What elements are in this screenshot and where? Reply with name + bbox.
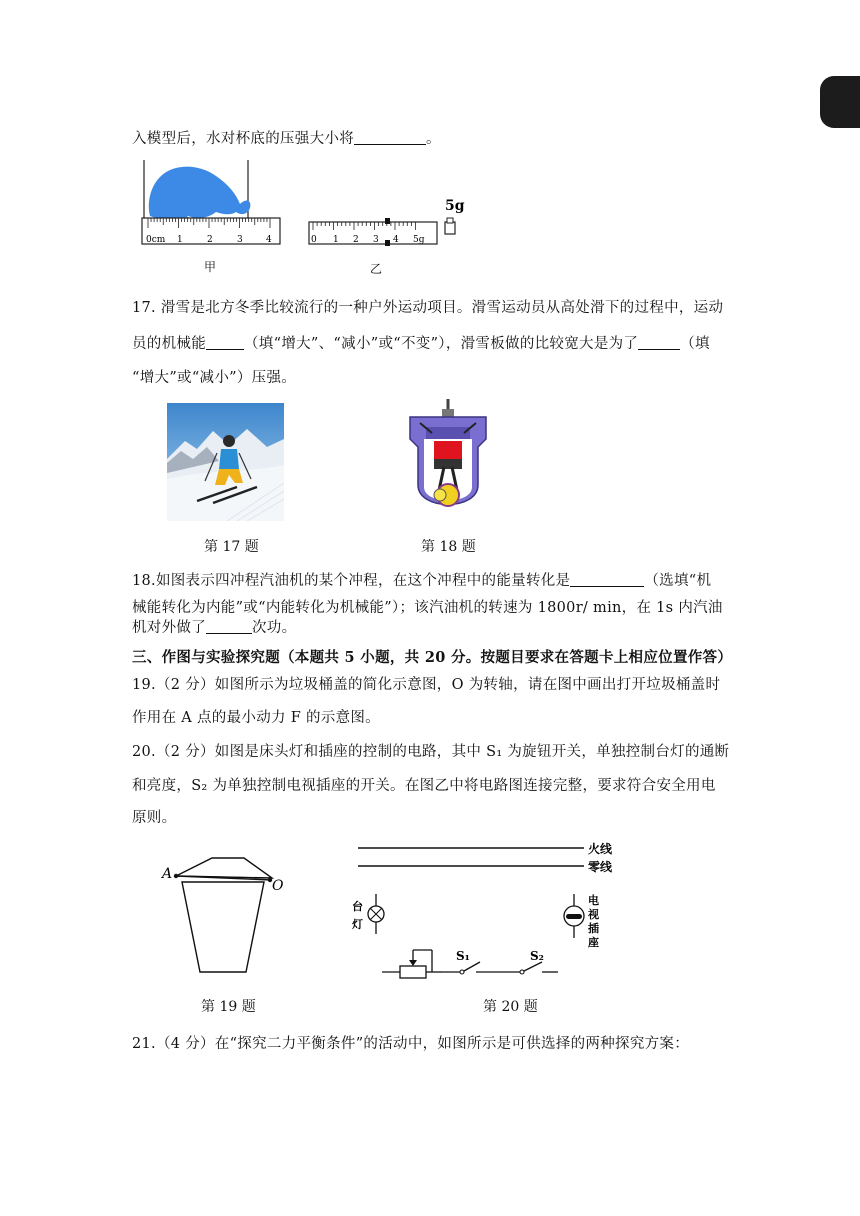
weight-label: 5g — [445, 198, 465, 214]
q16-text-line — [132, 127, 441, 148]
skier-photo — [167, 403, 284, 521]
ruler-tick-0: 0cm — [146, 235, 166, 245]
circuit-diagram — [352, 838, 622, 984]
ruler-tick-1: 1 — [177, 235, 183, 245]
scale-tick-0: 0 — [311, 235, 317, 245]
q16-answer-blank — [354, 130, 426, 146]
lamp-label-1: 台 — [352, 900, 363, 913]
ruler-tick-2: 2 — [207, 235, 213, 245]
q17-text-b: （填“增大”、“减小”或“不变”），滑雪板做的比较宽大是为了 — [244, 336, 639, 352]
scale-tick-4: 4 — [393, 235, 399, 245]
q16-text: 入模型后，水对杯底的压强大小将 — [132, 131, 354, 147]
section-heading: 三、作图与实验探究题（本题共 5 小题，共 20 分。按题目要求在答题卡上相应位置作答） — [132, 649, 733, 666]
q20-line-3: 原则。 — [132, 810, 177, 826]
q19-line-2: 作用在 A 点的最小动力 F 的示意图。 — [132, 710, 380, 726]
socket-label-3: 插 — [588, 922, 599, 935]
q18-caption: 第 18 题 — [421, 539, 476, 555]
q19-caption: 第 19 题 — [201, 999, 256, 1015]
live-wire-label: 火线 — [588, 842, 613, 856]
s2-label: S₂ — [530, 949, 544, 963]
figure-yi-label: 乙 — [370, 262, 383, 276]
socket-label-2: 视 — [588, 908, 599, 921]
engine-cylinder-diagram — [404, 399, 492, 525]
q20-caption: 第 20 题 — [483, 999, 538, 1015]
q17-caption: 第 17 题 — [204, 539, 259, 555]
q18-blank-1 — [570, 572, 644, 588]
q17-text-c: （填 — [680, 336, 710, 352]
figure-yi-balance-scale — [305, 192, 470, 252]
q17-line-1: 17. 滑雪是北方冬季比较流行的一种户外运动项目。滑雪运动员从高处滑下的过程中，运动 — [132, 300, 724, 316]
q17-blank-2 — [638, 335, 680, 351]
scale-tick-2: 2 — [353, 235, 359, 245]
scale-tick-3: 3 — [373, 235, 379, 245]
ruler-tick-3: 3 — [237, 235, 243, 245]
q18-text-b: （选填“机 — [644, 573, 712, 589]
q17-blank-1 — [206, 335, 244, 351]
q20-line-1: 20.（2 分）如图是床头灯和插座的控制的电路，其中 S₁ 为旋钮开关，单独控制台灯的通断 — [132, 744, 730, 760]
q17-line-2 — [132, 332, 710, 353]
figure-jia-label: 甲 — [204, 260, 217, 274]
ruler-tick-4: 4 — [266, 235, 272, 245]
point-a-label: A — [162, 866, 173, 882]
q19-line-1: 19.（2 分）如图所示为垃圾桶盖的简化示意图，O 为转轴，请在图中画出打开垃圾桶盖时 — [132, 677, 721, 693]
q18-line-1 — [132, 569, 711, 590]
s2-switch-icon — [524, 962, 542, 971]
q18-line-3 — [132, 616, 296, 637]
dolphin-shape — [149, 167, 251, 220]
q18-text-c: 机对外做了 — [132, 620, 206, 636]
q17-line-3: “增大”或“减小”）压强。 — [132, 370, 297, 386]
s1-switch-icon — [464, 962, 480, 971]
scale-tick-1: 1 — [333, 235, 339, 245]
point-o-label: O — [272, 878, 284, 894]
q18-text-a: 18.如图表示四冲程汽油机的某个冲程，在这个冲程中的能量转化是 — [132, 573, 571, 589]
q16-text-end: 。 — [426, 131, 441, 147]
socket-label-1: 电 — [588, 894, 599, 907]
q17-text-a: 员的机械能 — [132, 336, 206, 352]
q18-line-2: 械能转化为内能”或“内能转化为机械能”）；该汽油机的转速为 1800r/ min，在 1s 内汽油 — [132, 600, 723, 616]
lamp-label-2: 灯 — [352, 918, 363, 931]
q20-line-2: 和亮度，S₂ 为单独控制电视插座的开关。在图乙中将电路图连接完整，要求符合安全用电 — [132, 778, 716, 794]
figure-jia-dolphin-ruler — [136, 160, 286, 252]
trash-can-diagram — [160, 850, 292, 978]
s1-label: S₁ — [456, 949, 470, 963]
socket-label-4: 座 — [588, 936, 599, 949]
page-edge-tab — [820, 76, 860, 128]
q18-blank-2 — [206, 619, 252, 635]
q18-text-d: 次功。 — [252, 620, 297, 636]
neutral-wire-label: 零线 — [588, 860, 613, 874]
rheostat-icon — [400, 966, 426, 978]
q21-line-1: 21.（4 分）在“探究二力平衡条件”的活动中，如图所示是可供选择的两种探究方案： — [132, 1036, 690, 1052]
scale-tick-5: 5g — [413, 235, 425, 245]
